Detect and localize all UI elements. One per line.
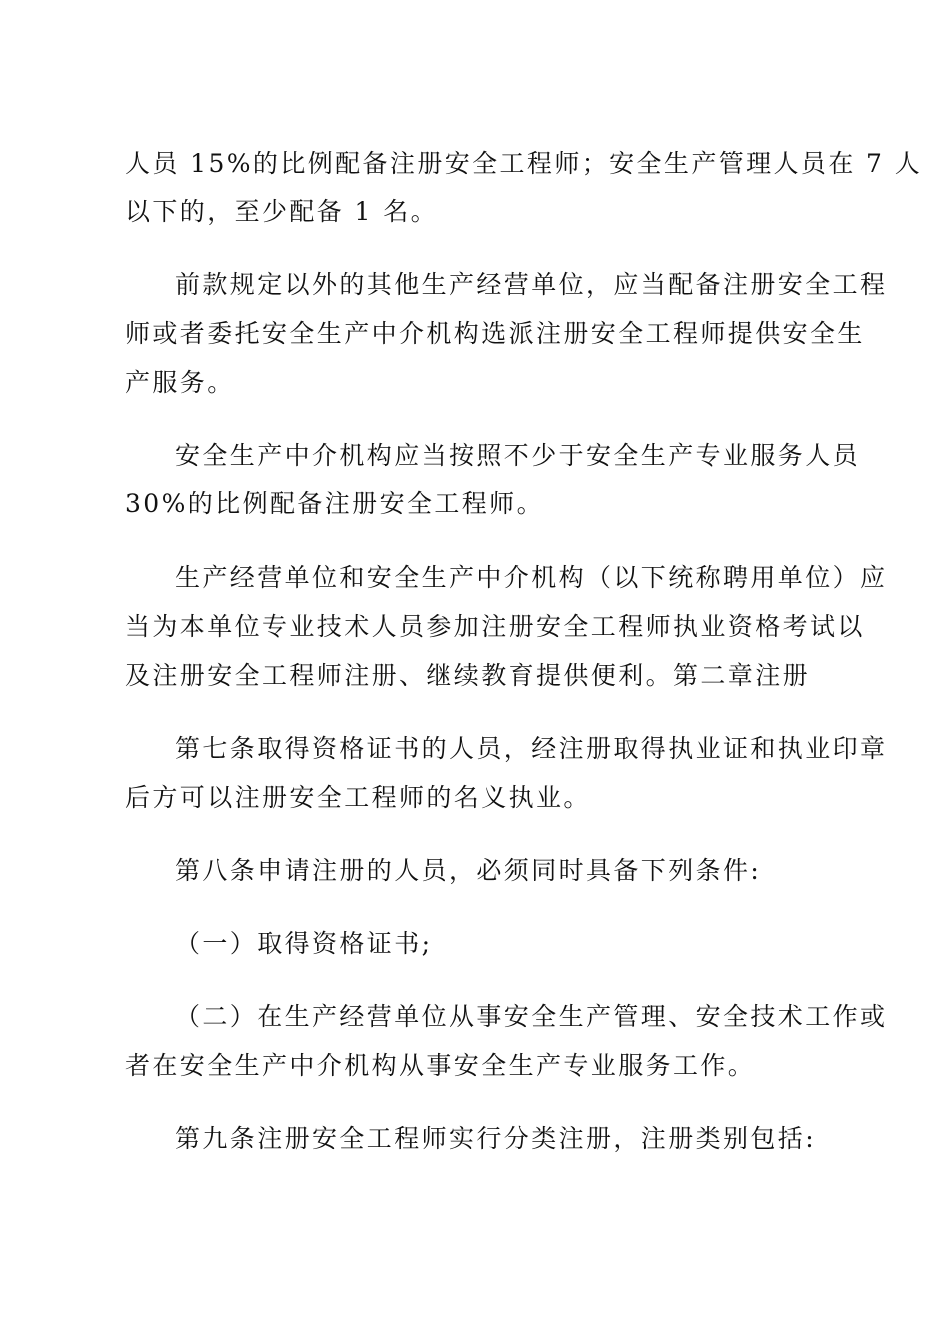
text-line: 后方可以注册安全工程师的名义执业。 bbox=[125, 783, 591, 812]
text-line: 第八条申请注册的人员，必须同时具备下列条件: bbox=[175, 856, 762, 885]
text-line: 当为本单位专业技术人员参加注册安全工程师执业资格考试以 bbox=[125, 612, 865, 641]
text-line: 前款规定以外的其他生产经营单位，应当配备注册安全工程 bbox=[175, 270, 888, 299]
text-line: （二）在生产经营单位从事安全生产管理、安全技术工作或 bbox=[175, 1002, 888, 1031]
text-line: 第九条注册安全工程师实行分类注册，注册类别包括: bbox=[175, 1124, 817, 1153]
text-line: 生产经营单位和安全生产中介机构（以下统称聘用单位）应 bbox=[175, 563, 888, 592]
text-line: 人员 15%的比例配备注册安全工程师；安全生产管理人员在 7 人 bbox=[125, 149, 923, 178]
text-line: 及注册安全工程师注册、继续教育提供便利。第二章注册 bbox=[125, 661, 811, 690]
text-line: 产服务。 bbox=[125, 368, 235, 397]
text-line: 30%的比例配备注册安全工程师。 bbox=[125, 489, 544, 518]
text-line: 第七条取得资格证书的人员，经注册取得执业证和执业印章 bbox=[175, 734, 888, 763]
text-line: 者在安全生产中介机构从事安全生产专业服务工作。 bbox=[125, 1051, 756, 1080]
text-line: 师或者委托安全生产中介机构选派注册安全工程师提供安全生 bbox=[125, 319, 865, 348]
text-line: 以下的，至少配备 1 名。 bbox=[125, 197, 439, 226]
text-line: （一）取得资格证书; bbox=[175, 929, 433, 958]
text-line: 安全生产中介机构应当按照不少于安全生产专业服务人员 bbox=[175, 441, 861, 470]
